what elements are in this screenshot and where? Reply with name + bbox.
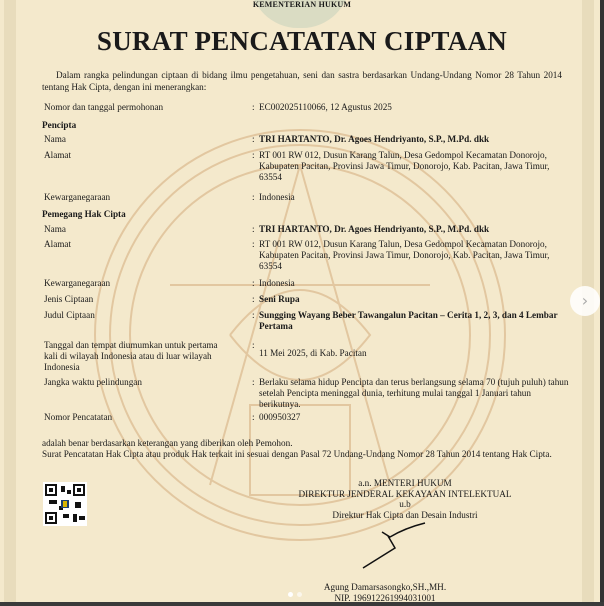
field-value: 000950327 xyxy=(259,412,301,422)
field-label: Nama xyxy=(44,134,66,144)
intro-paragraph: Dalam rangka pelindungan ciptaan di bidang ilmu pengetahuan, seni dan sastra berdasarkan Undang-Undang Nomor 28 Tahun 2014 tentang Hak Cipta, dengan ini menerangkan: xyxy=(42,70,562,92)
field-value: TRI HARTANTO, Dr. Agoes Hendriyanto, S.P., M.Pd. dkk xyxy=(259,224,490,234)
colon-separator: : xyxy=(252,134,255,144)
colon-separator: : xyxy=(252,294,255,304)
signatory-name: Agung Damarsasongko,SH.,MH. xyxy=(323,582,447,592)
colon-separator: : xyxy=(252,412,255,422)
colon-separator: : xyxy=(252,239,255,249)
signature-block xyxy=(280,478,530,520)
field-value: RT 001 RW 012, Dusun Karang Talun, Desa Gedompol Kecamatan Donorojo, Kabupaten Pacitan, Provinsi Jawa Timur, Donorojo, Kab. Pacitan, Jawa Timur, 63554 xyxy=(259,150,550,182)
carousel-dot[interactable] xyxy=(288,592,293,597)
carousel-dots xyxy=(288,592,302,597)
handwritten-signature xyxy=(360,520,440,570)
signature-director: Direktur Hak Cipta dan Desain Industri xyxy=(332,509,478,520)
signature-ub: u.b xyxy=(399,499,411,509)
field-value: Berlaku selama hidup Pencipta dan terus berlangsung selama 70 (tujuh puluh) tahun setelah Pencipta meninggal dunia, terhitung mulai tanggal 1 Januari tahun berikutnya. xyxy=(259,377,569,409)
field-value: 11 Mei 2025, di Kab. Pacitan xyxy=(259,348,367,358)
field-label: Nama xyxy=(44,224,66,234)
field-value: TRI HARTANTO, Dr. Agoes Hendriyanto, S.P., M.Pd. dkk xyxy=(259,134,490,144)
section-holder: Pemegang Hak Cipta xyxy=(42,209,126,219)
colon-separator: : xyxy=(252,340,255,350)
colon-separator: : xyxy=(252,102,255,112)
field-label: Tanggal dan tempat diumumkan untuk pertama kali di wilayah Indonesia atau di luar wilayah Indonesia xyxy=(44,340,218,372)
field-label: Jangka waktu pelindungan xyxy=(44,377,142,387)
footer-line-2: Surat Pencatatan Hak Cipta atau produk Hak terkait ini sesuai dengan Pasal 72 Undang-Undang Nomor 28 Tahun 2014 tentang Hak Cipta. xyxy=(42,449,552,459)
carousel-dot[interactable] xyxy=(297,592,302,597)
qr-code xyxy=(43,482,87,526)
field-label: Alamat xyxy=(44,239,72,249)
colon-separator: : xyxy=(252,278,255,288)
field-label: Jenis Ciptaan xyxy=(44,294,94,304)
field-label: Nomor dan tanggal permohonan xyxy=(44,102,164,112)
colon-separator: : xyxy=(252,310,255,320)
colon-separator: : xyxy=(252,377,255,387)
colon-separator: : xyxy=(252,150,255,160)
chevron-right-icon[interactable]: › xyxy=(570,286,600,316)
page-title: SURAT PENCATATAN CIPTAAN xyxy=(96,26,508,56)
field-label: Kewarganegaraan xyxy=(44,192,111,202)
field-value: Indonesia xyxy=(259,278,295,288)
ministry-name: KEMENTERIAN HUKUM xyxy=(252,0,352,9)
section-creator: Pencipta xyxy=(42,120,77,130)
field-value: Indonesia xyxy=(259,192,295,202)
field-label: Judul Ciptaan xyxy=(44,310,95,320)
field-value: EC002025110066, 12 Agustus 2025 xyxy=(259,102,392,112)
footer-line-1: adalah benar berdasarkan keterangan yang diberikan oleh Pemohon. xyxy=(42,438,293,448)
field-value: Sungging Wayang Beber Tawangalun Pacitan – Cerita 1, 2, 3, dan 4 Lembar Pertama xyxy=(259,310,558,331)
field-label: Nomor Pencatatan xyxy=(44,412,113,422)
field-value: Seni Rupa xyxy=(259,294,300,304)
field-label: Alamat xyxy=(44,150,72,160)
colon-separator: : xyxy=(252,192,255,202)
signatory-nip: NIP. 196912261994031001 xyxy=(334,592,436,602)
colon-separator: : xyxy=(252,224,255,234)
signature-title: DIREKTUR JENDERAL KEKAYAAN INTELEKTUAL xyxy=(298,488,512,499)
footer-statement xyxy=(42,438,572,460)
bottom-bar xyxy=(0,602,604,606)
field-value: RT 001 RW 012, Dusun Karang Talun, Desa Gedompol Kecamatan Donorojo, Kabupaten Pacitan, Provinsi Jawa Timur, Donorojo, Kab. Pacitan, Jawa Timur, 63554 xyxy=(259,239,550,271)
signature-on-behalf: a.n. MENTERI HUKUM xyxy=(358,478,452,488)
field-label: Kewarganegaraan xyxy=(44,278,111,288)
